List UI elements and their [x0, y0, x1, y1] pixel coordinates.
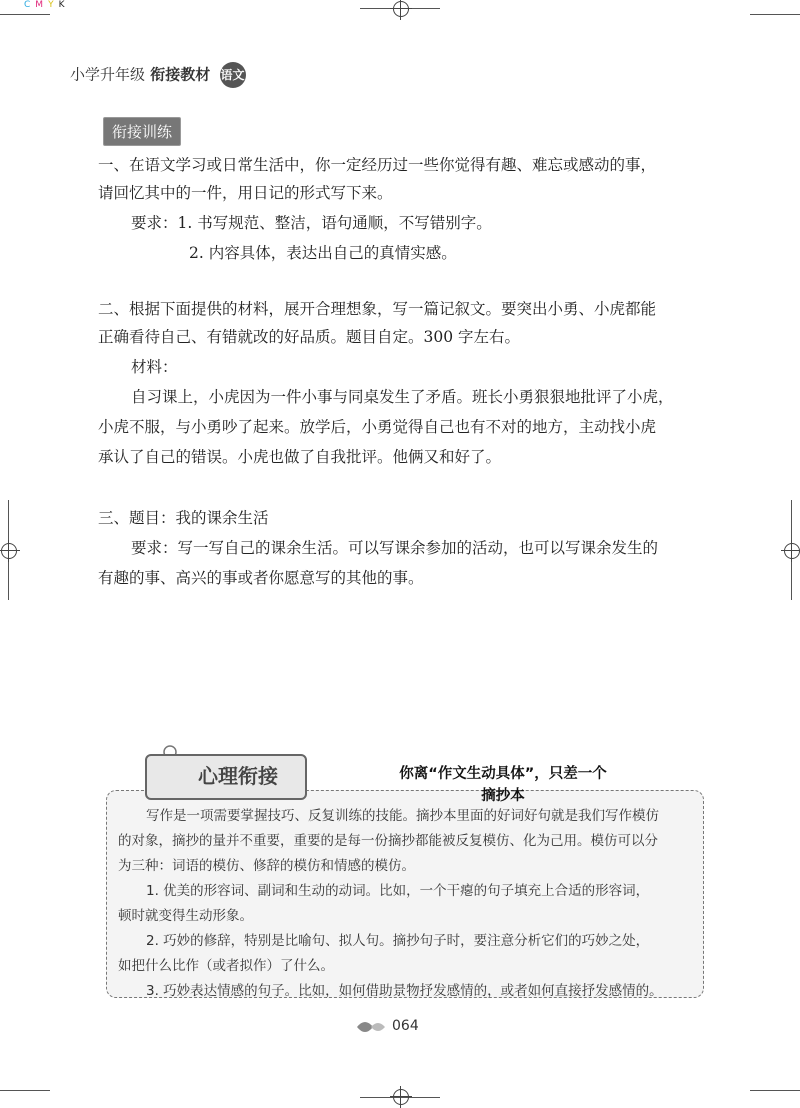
- crop-mark: [0, 1090, 50, 1091]
- tips-content: [118, 804, 696, 1004]
- header-title: 衔接教材: [150, 65, 211, 84]
- q3-req2: 有趣的事、高兴的事或者你愿意写的其他的事。: [98, 569, 424, 587]
- tips-item2-line2: 如把什么比作（或者拟作）了什么。: [118, 958, 334, 974]
- q2-material-label: 材料：: [131, 358, 178, 376]
- question-2: [98, 297, 710, 470]
- header-series: 小学升年级: [70, 65, 146, 84]
- cmyk-k: K: [58, 0, 66, 10]
- q2-line2: 正确看待自己、有错就改的好品质。题目自定。300 字左右。: [98, 328, 521, 346]
- q2-material1: 自习课上，小虎因为一件小事与同桌发生了矛盾。班长小勇狠狠地批评了小虎，: [131, 388, 674, 406]
- tips-item1-line2: 顿时就变得生动形象。: [118, 908, 253, 924]
- psych-banner-title: 心理衔接: [198, 764, 278, 788]
- q3-req1: 要求：写一写自己的课余生活。可以写课余参加的活动，也可以写课余发生的: [131, 539, 659, 557]
- cmyk-m: M: [35, 0, 45, 10]
- q1-req2: 2. 内容具体，表达出自己的真情实感。: [189, 244, 457, 262]
- tips-item3: [118, 979, 696, 1004]
- cmyk-y: Y: [48, 0, 55, 10]
- tips-item3-head: 3. 巧妙表达情感的句子。: [146, 983, 299, 999]
- page-number: 064: [392, 1018, 419, 1034]
- essay-title-line1: 你离“作文生动具体”，只差一个: [399, 766, 607, 782]
- q2-line1: 二、根据下面提供的材料，展开合理想象，写一篇记叙文。要突出小勇、小虎都能: [98, 300, 657, 318]
- tips-item2: [118, 929, 696, 954]
- q1-line1: 一、在语文学习或日常生活中，你一定经历过一些你觉得有趣、难忘或感动的事，: [98, 156, 657, 174]
- section-tag: 衔接训练: [103, 117, 181, 146]
- tips-item3-rest: 比如，如何借助景物抒发感情的，或者如何直接抒发感情的。: [298, 983, 663, 999]
- tips-p1-line3: 为三种：词语的模仿、修辞的模仿和情感的模仿。: [118, 858, 415, 874]
- q1-req1: 要求：1. 书写规范、整洁，语句通顺，不写错别字。: [131, 214, 492, 232]
- crop-mark: [750, 14, 800, 15]
- question-3: [98, 506, 710, 591]
- q2-material2: 小虎不服，与小勇吵了起来。放学后，小勇觉得自己也有不对的地方，主动找小虎: [98, 418, 657, 436]
- tips-item2-rest: 摘抄句子时，要注意分析它们的巧妙之处，: [392, 933, 650, 949]
- registration-mark-icon: [393, 1089, 409, 1105]
- q3-title: 三、题目：我的课余生活: [98, 509, 269, 527]
- question-1: [98, 153, 710, 266]
- tips-p1-line2: 的对象，摘抄的量并不重要，重要的是每一份摘抄都能被反复模仿、化为己用。模仿可以分: [118, 833, 658, 849]
- registration-mark-icon: [393, 1, 409, 17]
- q2-material3: 承认了自己的错误。小虎也做了自我批评。他俩又和好了。: [98, 448, 502, 466]
- q1-line2: 请回忆其中的一件，用日记的形式写下来。: [98, 184, 393, 202]
- tips-item2-head: 2. 巧妙的修辞，特别是比喻句、拟人句。: [146, 933, 393, 949]
- tips-item1-head: 1. 优美的形容词、副词和生动的动词。: [146, 883, 380, 899]
- tips-p1-line1: 写作是一项需要掌握技巧、反复训练的技能。摘抄本里面的好词好句就是我们写作模仿: [146, 808, 659, 824]
- registration-mark-icon: [784, 543, 800, 559]
- essay-title: [383, 763, 623, 807]
- subject-badge: 语文: [220, 62, 246, 88]
- cmyk-c: C: [24, 0, 32, 10]
- cmyk-color-bar: [22, 0, 67, 10]
- tips-item1-rest: 比如，一个干瘪的句子填充上合适的形容词，: [379, 883, 650, 899]
- essay-title-line2: 摘抄本: [481, 788, 525, 804]
- registration-mark-icon: [1, 543, 17, 559]
- page-ornament-icon: [355, 1017, 389, 1037]
- crop-mark: [0, 14, 50, 15]
- crop-mark: [750, 1090, 800, 1091]
- tips-item1: [118, 879, 696, 904]
- running-header: [70, 62, 246, 88]
